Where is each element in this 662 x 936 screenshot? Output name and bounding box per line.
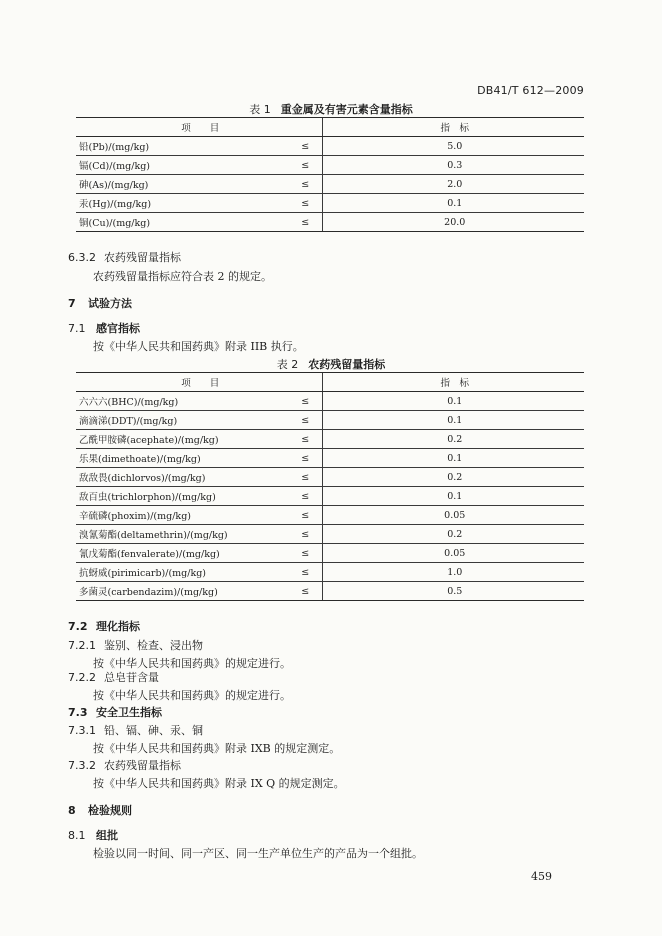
table2-cell-value: 0.1 <box>322 392 584 411</box>
para-8-1: 检验以同一时间、同一产区、同一生产单位生产的产品为一个组批。 <box>93 847 423 860</box>
table2-cell-item: 抗蚜威(pirimicarb)/(mg/kg) <box>76 563 286 582</box>
heading-7-2-1: 7.2.1 鉴别、检查、浸出物 <box>68 639 203 652</box>
table2-cell-item: 乙酰甲胺磷(acephate)/(mg/kg) <box>76 430 286 449</box>
table2-cell-value: 0.2 <box>322 430 584 449</box>
table1-col-value: 指 标 <box>322 118 584 137</box>
table2-cell-op: ≤ <box>286 411 322 430</box>
table2-header-row <box>76 373 584 392</box>
table2-cell-item: 多菌灵(carbendazim)/(mg/kg) <box>76 582 286 601</box>
table2-cell-op: ≤ <box>286 487 322 506</box>
table1-cell-op: ≤ <box>286 137 322 156</box>
table2-cell-value: 0.2 <box>322 525 584 544</box>
table2-caption <box>0 356 662 372</box>
table2-cell-value: 0.1 <box>322 449 584 468</box>
table2-cell-op: ≤ <box>286 449 322 468</box>
table2-cell-op: ≤ <box>286 582 322 601</box>
page-number: 459 <box>531 870 552 883</box>
standard-code: DB41/T 612—2009 <box>477 84 584 97</box>
table2-row <box>76 411 584 430</box>
table2-cell-item: 滴滴涕(DDT)/(mg/kg) <box>76 411 286 430</box>
table2-cell-item: 敌百虫(trichlorphon)/(mg/kg) <box>76 487 286 506</box>
table1-cell-value: 0.1 <box>322 194 584 213</box>
heading-7-3-2: 7.3.2 农药残留量指标 <box>68 759 181 772</box>
table2-row <box>76 582 584 601</box>
table2-cell-item: 溴氰菊酯(deltamethrin)/(mg/kg) <box>76 525 286 544</box>
table1-cell-item: 汞(Hg)/(mg/kg) <box>76 194 286 213</box>
table2-row <box>76 392 584 411</box>
table2-cell-value: 0.1 <box>322 487 584 506</box>
table1-cell-item: 铅(Pb)/(mg/kg) <box>76 137 286 156</box>
table2-cell-op: ≤ <box>286 392 322 411</box>
table2-row <box>76 563 584 582</box>
table1-header-row <box>76 118 584 137</box>
table2-col-value: 指 标 <box>322 373 584 392</box>
table2-row <box>76 487 584 506</box>
table2-cell-value: 0.1 <box>322 411 584 430</box>
table2-cell-op: ≤ <box>286 506 322 525</box>
table1-cell-value: 20.0 <box>322 213 584 232</box>
table2-row <box>76 525 584 544</box>
table1-row <box>76 137 584 156</box>
para-7-2-2: 按《中华人民共和国药典》的规定进行。 <box>93 689 291 702</box>
table2-row <box>76 506 584 525</box>
table1-col-item: 项 目 <box>76 118 322 137</box>
heading-6-3-2: 6.3.2 农药残留量指标 <box>68 251 181 264</box>
table1-cell-item: 砷(As)/(mg/kg) <box>76 175 286 194</box>
table2-cell-op: ≤ <box>286 544 322 563</box>
table1-cell-item: 镉(Cd)/(mg/kg) <box>76 156 286 175</box>
table2-cell-value: 0.05 <box>322 544 584 563</box>
para-7-2-1: 按《中华人民共和国药典》的规定进行。 <box>93 657 291 670</box>
table2-cell-item: 六六六(BHC)/(mg/kg) <box>76 392 286 411</box>
table2-cell-item: 辛硫磷(phoxim)/(mg/kg) <box>76 506 286 525</box>
table1-cell-op: ≤ <box>286 175 322 194</box>
table1-cell-item: 铜(Cu)/(mg/kg) <box>76 213 286 232</box>
table2-row <box>76 544 584 563</box>
table2-cell-value: 1.0 <box>322 563 584 582</box>
table1-cell-op: ≤ <box>286 213 322 232</box>
table1-title: 重金属及有害元素含量指标 <box>280 103 413 116</box>
table1-row <box>76 175 584 194</box>
table1-cell-value: 2.0 <box>322 175 584 194</box>
table1-cell-value: 0.3 <box>322 156 584 175</box>
table2-cell-item: 乐果(dimethoate)/(mg/kg) <box>76 449 286 468</box>
table2 <box>76 372 584 601</box>
table1-row <box>76 194 584 213</box>
table2-cell-value: 0.2 <box>322 468 584 487</box>
heading-7-3: 7.3 安全卫生指标 <box>68 706 162 719</box>
heading-8: 8 检验规则 <box>68 804 132 817</box>
table2-cell-op: ≤ <box>286 468 322 487</box>
table1-cell-op: ≤ <box>286 194 322 213</box>
heading-7: 7 试验方法 <box>68 297 132 310</box>
table2-cell-op: ≤ <box>286 563 322 582</box>
para-7-3-2: 按《中华人民共和国药典》附录 IX Q 的规定测定。 <box>93 777 345 790</box>
heading-7-2: 7.2 理化指标 <box>68 620 140 633</box>
heading-7-1: 7.1 感官指标 <box>68 322 140 335</box>
table2-title: 农药残留量指标 <box>308 358 386 371</box>
heading-7-3-1: 7.3.1 铅、镉、砷、汞、铜 <box>68 724 203 737</box>
table1-row <box>76 156 584 175</box>
table1-caption <box>0 101 662 117</box>
table2-row <box>76 430 584 449</box>
table2-cell-item: 敌敌畏(dichlorvos)/(mg/kg) <box>76 468 286 487</box>
table1 <box>76 117 584 232</box>
para-7-1: 按《中华人民共和国药典》附录 IIB 执行。 <box>93 340 304 353</box>
table2-number: 表 2 <box>276 358 299 371</box>
heading-8-1: 8.1 组批 <box>68 829 118 842</box>
table2-row <box>76 468 584 487</box>
table2-cell-op: ≤ <box>286 525 322 544</box>
table2-col-item: 项 目 <box>76 373 322 392</box>
para-7-3-1: 按《中华人民共和国药典》附录 IXB 的规定测定。 <box>93 742 341 755</box>
table2-cell-item: 氰戊菊酯(fenvalerate)/(mg/kg) <box>76 544 286 563</box>
table2-row <box>76 449 584 468</box>
table1-cell-op: ≤ <box>286 156 322 175</box>
table1-row <box>76 213 584 232</box>
heading-7-2-2: 7.2.2 总皂苷含量 <box>68 671 159 684</box>
table2-cell-op: ≤ <box>286 430 322 449</box>
table2-cell-value: 0.05 <box>322 506 584 525</box>
table1-cell-value: 5.0 <box>322 137 584 156</box>
para-6-3-2: 农药残留量指标应符合表 2 的规定。 <box>93 270 272 283</box>
table1-number: 表 1 <box>249 103 271 116</box>
table2-cell-value: 0.5 <box>322 582 584 601</box>
